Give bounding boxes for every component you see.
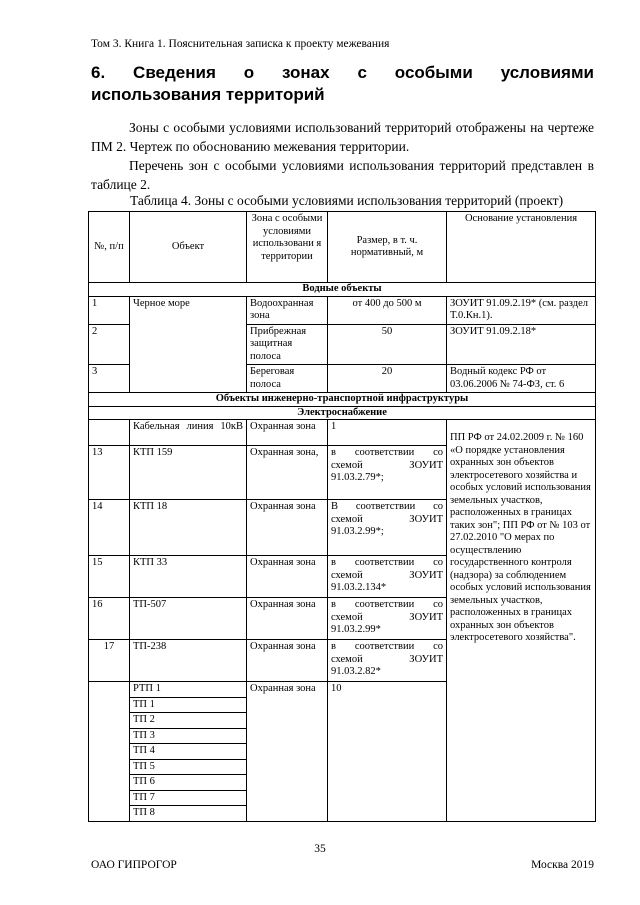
heading-word: условиями: [500, 63, 594, 82]
cell-object: ТП 7: [130, 790, 247, 806]
cell-zone: Береговая полоса: [247, 365, 328, 393]
footer-city-year: Москва 2019: [531, 859, 594, 871]
cell-object: РТП 1: [130, 682, 247, 698]
cell-zone: Охранная зона: [247, 640, 328, 682]
cell-object: КТП 18: [130, 500, 247, 556]
cell-zone: Охранная зона: [247, 500, 328, 556]
cell-num: 15: [89, 556, 130, 598]
heading-word: Сведения: [133, 63, 216, 82]
cell-num: 1: [89, 296, 130, 324]
cell-object: ТП-507: [130, 598, 247, 640]
col-num-header: №, п/п: [89, 212, 130, 283]
section-infra: Объекты инженерно-транспортной инфраструктуры: [89, 393, 596, 407]
cell-num: 3: [89, 365, 130, 393]
cell-object: Кабельная линия 10кВ: [130, 420, 247, 446]
cell-basis: ЗОУИТ 91.09.2.18*: [447, 324, 596, 365]
zones-table: [88, 211, 596, 822]
footer-organization: ОАО ГИПРОГОР: [91, 859, 177, 871]
cell-num: 17: [89, 640, 130, 682]
section-power: Электроснабжение: [89, 406, 596, 420]
cell-object: ТП 8: [130, 806, 247, 822]
cell-object: ТП 6: [130, 775, 247, 791]
paragraph-1: Зоны с особыми условиями использований территорий отображены на чертеже ПМ 2. Чертеж по обоснованию межевания территории.: [91, 120, 594, 154]
section-water: Водные объекты: [89, 283, 596, 297]
cell-size: в соответствии со схемой ЗОУИТ 91.03.2.99*: [328, 598, 447, 640]
table-caption: Таблица 4. Зоны с особыми условиями использования территорий (проект): [130, 193, 564, 208]
heading-word: особыми: [394, 63, 473, 82]
heading-line-2: использования территорий: [91, 85, 325, 104]
paragraph-2: Перечень зон с особыми условиями использования территорий представлен в таблице 2.: [91, 158, 594, 192]
cell-zone: Охранная зона: [247, 682, 328, 822]
cell-basis: ЗОУИТ 91.09.2.19* (см. раздел Т.0.Кн.1).: [447, 296, 596, 324]
cell-zone: Водоохранная зона: [247, 296, 328, 324]
heading-word: о: [243, 63, 255, 82]
cell-size: в соответствии со схемой ЗОУИТ 91.03.2.134*: [328, 556, 447, 598]
cell-num: 2: [89, 324, 130, 365]
cell-num: 13: [89, 446, 130, 500]
cell-object: ТП-238: [130, 640, 247, 682]
cell-size: 10: [328, 682, 447, 822]
cell-basis: Водный кодекс РФ от 03.06.2006 № 74-ФЗ, ст. 6: [447, 365, 596, 393]
cell-num: 16: [89, 598, 130, 640]
cell-num: [89, 682, 130, 822]
col-size-header: Размер, в т. ч. нормативный, м: [328, 212, 447, 283]
cell-object: КТП 33: [130, 556, 247, 598]
cell-object: ТП 4: [130, 744, 247, 760]
cell-size: В соответствии со схемой ЗОУИТ 91.03.2.99*;: [328, 500, 447, 556]
col-zone-header: Зона с особыми условиями использовани я территории: [247, 212, 328, 283]
col-object-header: Объект: [130, 212, 247, 283]
cell-object: ТП 5: [130, 759, 247, 775]
cell-size: в соответствии со схемой ЗОУИТ 91.03.2.79*;: [328, 446, 447, 500]
section-row: [89, 393, 596, 407]
heading-word: с: [357, 63, 367, 82]
cell-num: 14: [89, 500, 130, 556]
section-heading: [91, 62, 594, 106]
section-number: 6.: [91, 63, 106, 82]
table-header-row: [89, 212, 596, 283]
cell-num: [89, 420, 130, 446]
col-basis-header: Основание установления: [447, 212, 596, 283]
cell-object: Черное море: [130, 296, 247, 393]
heading-word: зонах: [282, 63, 330, 82]
cell-size: в соответствии со схемой ЗОУИТ 91.03.2.82*: [328, 640, 447, 682]
cell-size: от 400 до 500 м: [328, 296, 447, 324]
cell-zone: Охранная зона: [247, 420, 328, 446]
cell-object: ТП 2: [130, 713, 247, 729]
page-number: 35: [314, 843, 326, 855]
cell-zone: Охранная зона: [247, 556, 328, 598]
section-row: [89, 406, 596, 420]
cell-basis-power: ПП РФ от 24.02.2009 г. № 160 «О порядке установления охранных зон объектов электросетевого хозяйства и особых условий использования земельных участков, расположенных в границах таких зон"; ПП РФ от № 103 от 27.02.2010 "О мерах по осуществлению государственного контроля (надзора) за соблюдением особых условий использования земельных участков, расположенных в границах охранных зон объектов электросетевого хозяйства".: [447, 420, 596, 822]
cell-size: 50: [328, 324, 447, 365]
cell-zone: Прибрежная защитная полоса: [247, 324, 328, 365]
section-row: [89, 283, 596, 297]
cell-size: 1: [328, 420, 447, 446]
cell-size: 20: [328, 365, 447, 393]
cell-object: КТП 159: [130, 446, 247, 500]
cell-zone: Охранная зона: [247, 598, 328, 640]
running-header: Том 3. Книга 1. Пояснительная записка к проекту межевания: [91, 38, 390, 50]
cell-object: ТП 1: [130, 697, 247, 713]
cell-object: ТП 3: [130, 728, 247, 744]
table-row: [89, 420, 596, 446]
table-row: [89, 296, 596, 324]
cell-zone: Охранная зона,: [247, 446, 328, 500]
